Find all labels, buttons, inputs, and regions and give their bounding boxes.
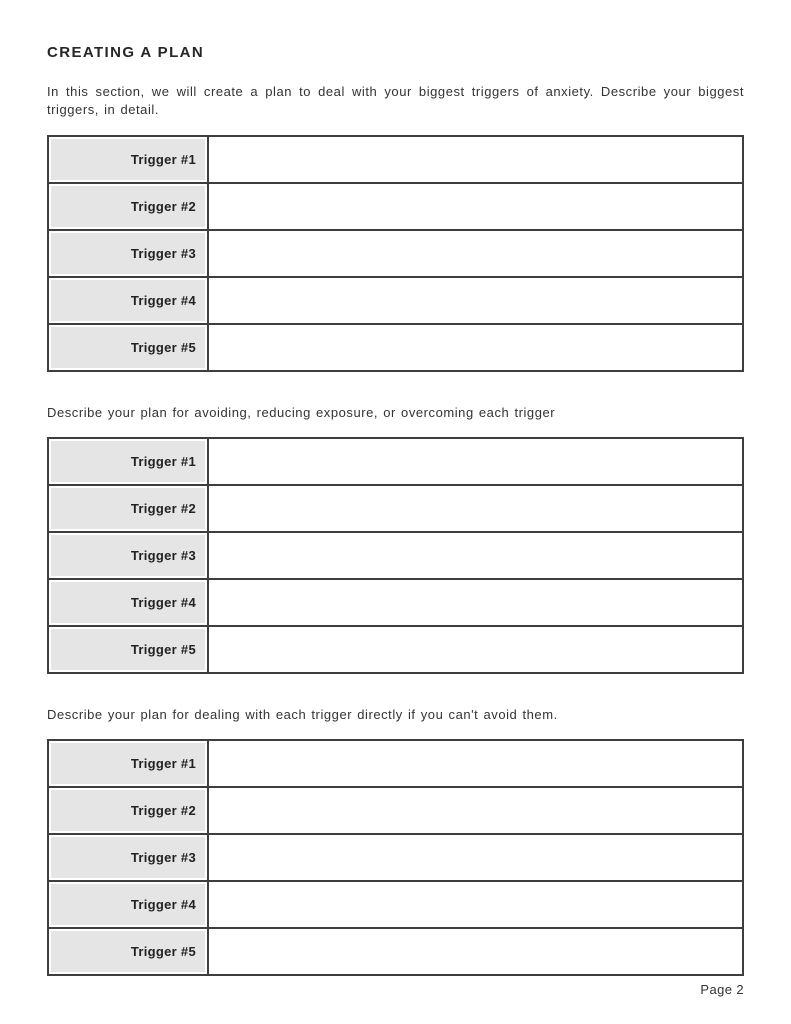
table-row bbox=[48, 532, 743, 579]
trigger-value-cell bbox=[208, 136, 743, 183]
trigger-label-cell bbox=[48, 881, 208, 928]
trigger-label-cell bbox=[48, 183, 208, 230]
trigger-value-cell bbox=[208, 740, 743, 787]
trigger-label: Trigger #2 bbox=[130, 501, 196, 516]
page-number: Page 2 bbox=[700, 982, 744, 997]
table-row bbox=[48, 626, 743, 673]
trigger-label-cell bbox=[48, 277, 208, 324]
triggers-table-2 bbox=[47, 437, 744, 674]
trigger-value-cell bbox=[208, 438, 743, 485]
trigger-label: Trigger #3 bbox=[130, 850, 196, 865]
trigger-label-cell bbox=[48, 834, 208, 881]
trigger-value-cell bbox=[208, 485, 743, 532]
trigger-label-cell bbox=[48, 324, 208, 371]
triggers-table-3 bbox=[47, 739, 744, 976]
trigger-value-cell bbox=[208, 230, 743, 277]
table-row bbox=[48, 183, 743, 230]
trigger-label: Trigger #4 bbox=[130, 293, 196, 308]
trigger-label: Trigger #2 bbox=[130, 803, 196, 818]
section-intro-dealing: Describe your plan for dealing with each trigger directly if you can't avoid them. bbox=[47, 707, 558, 722]
trigger-value-cell bbox=[208, 277, 743, 324]
trigger-label-cell bbox=[48, 485, 208, 532]
table-row bbox=[48, 277, 743, 324]
trigger-label: Trigger #5 bbox=[130, 340, 196, 355]
trigger-label: Trigger #2 bbox=[130, 199, 196, 214]
table-row bbox=[48, 740, 743, 787]
trigger-label-cell bbox=[48, 579, 208, 626]
trigger-label-cell bbox=[48, 532, 208, 579]
trigger-label: Trigger #5 bbox=[130, 944, 196, 959]
trigger-value-cell bbox=[208, 532, 743, 579]
trigger-value-cell bbox=[208, 881, 743, 928]
page-title: CREATING A PLAN bbox=[47, 44, 205, 61]
trigger-value-cell bbox=[208, 183, 743, 230]
trigger-label: Trigger #4 bbox=[130, 595, 196, 610]
trigger-label: Trigger #1 bbox=[130, 454, 196, 469]
table-row bbox=[48, 928, 743, 975]
trigger-value-cell bbox=[208, 928, 743, 975]
trigger-label-cell bbox=[48, 787, 208, 834]
trigger-value-cell bbox=[208, 579, 743, 626]
trigger-label: Trigger #4 bbox=[130, 897, 196, 912]
table-row bbox=[48, 834, 743, 881]
trigger-label-cell bbox=[48, 626, 208, 673]
table-row bbox=[48, 438, 743, 485]
trigger-label-cell bbox=[48, 928, 208, 975]
trigger-label: Trigger #1 bbox=[130, 756, 196, 771]
trigger-value-cell bbox=[208, 626, 743, 673]
trigger-label: Trigger #3 bbox=[130, 548, 196, 563]
table-row bbox=[48, 230, 743, 277]
trigger-label-cell bbox=[48, 438, 208, 485]
trigger-label: Trigger #5 bbox=[130, 642, 196, 657]
trigger-label: Trigger #1 bbox=[130, 152, 196, 167]
section-intro-avoiding: Describe your plan for avoiding, reducing exposure, or overcoming each trigger bbox=[47, 405, 556, 420]
trigger-label-cell bbox=[48, 136, 208, 183]
trigger-value-cell bbox=[208, 834, 743, 881]
table-row bbox=[48, 485, 743, 532]
trigger-value-cell bbox=[208, 787, 743, 834]
trigger-label-cell bbox=[48, 740, 208, 787]
intro-paragraph: In this section, we will create a plan to deal with your biggest triggers of anxiety. Describe your biggest triggers, in detail. bbox=[47, 84, 744, 117]
table-row bbox=[48, 136, 743, 183]
table-row bbox=[48, 881, 743, 928]
trigger-label-cell bbox=[48, 230, 208, 277]
trigger-value-cell bbox=[208, 324, 743, 371]
table-row bbox=[48, 324, 743, 371]
triggers-table-1 bbox=[47, 135, 744, 372]
table-row bbox=[48, 579, 743, 626]
trigger-label: Trigger #3 bbox=[130, 246, 196, 261]
table-row bbox=[48, 787, 743, 834]
